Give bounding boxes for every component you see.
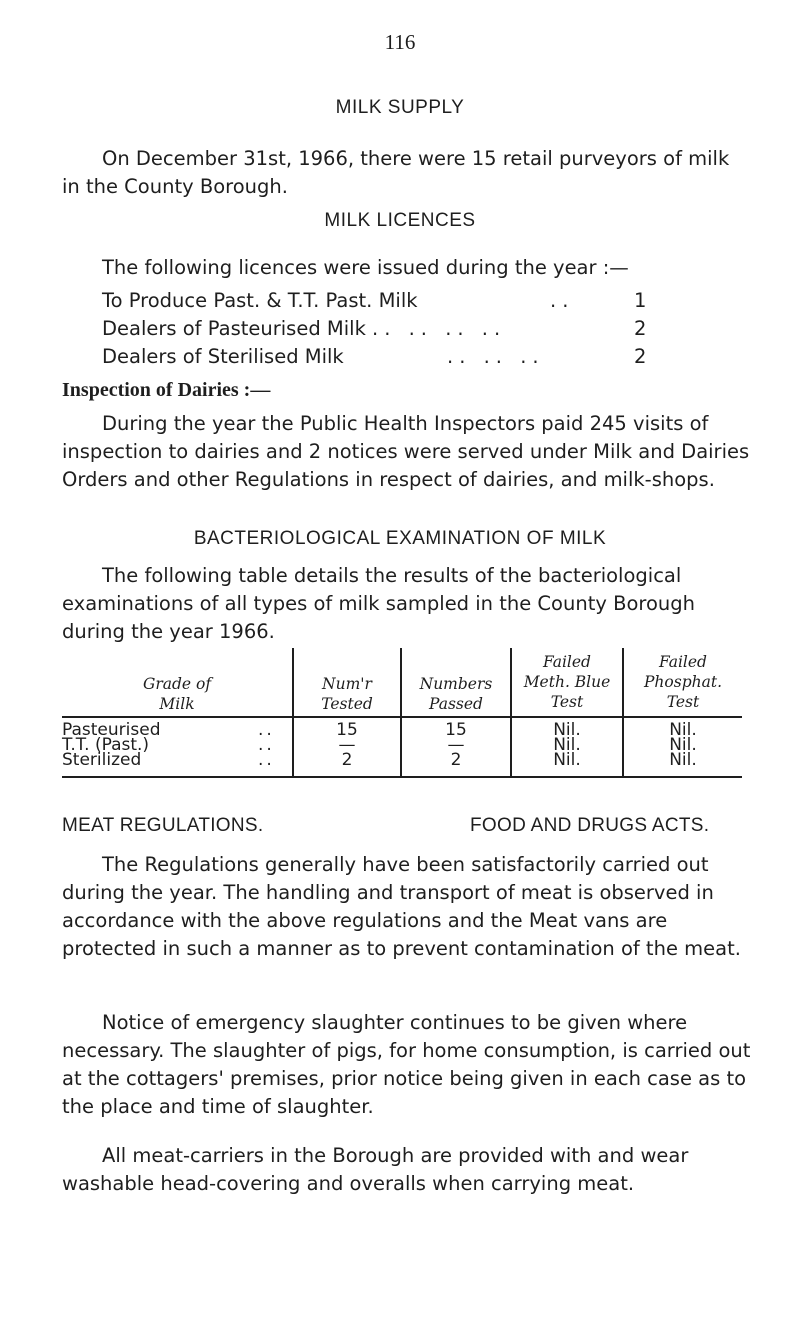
licence-dots: .. .. .. .. (372, 317, 507, 340)
cell-passed: 2 (450, 750, 462, 770)
cell-phosphat: Nil. (669, 750, 697, 770)
table-row (62, 770, 742, 796)
header-line: Numbers (419, 675, 493, 693)
bacteriological-text: The following table details the results of the bacteriological examinations of all types of milk sampled in the County Borough during the year 1966. (62, 564, 696, 643)
meat-paragraph: Notice of emergency slaughter continues to be given where necessary. The slaughter of pigs, for home consumption, is carried out at the cottagers' premises, prior notice being given in each case as to the place and time of slaughter. (62, 1011, 751, 1118)
cell-meth-blue: Nil. (553, 735, 581, 755)
header-grade (62, 674, 292, 714)
milk-supply-heading: MILK SUPPLY (335, 97, 465, 118)
row-grade: Sterilized (62, 750, 142, 770)
cell-passed: 15 (445, 720, 467, 740)
milk-licences-heading: MILK LICENCES (324, 210, 476, 231)
bacteriological-table (62, 648, 742, 778)
header-line: Test (550, 693, 584, 711)
meat-regulations-heading: MEAT REGULATIONS. (62, 815, 264, 836)
header-line: Passed (429, 695, 483, 713)
licence-label: To Produce Past. & T.T. Past. Milk (102, 289, 418, 312)
licence-label: Dealers of Sterilised Milk (102, 345, 344, 368)
meat-paragraph: All meat-carriers in the Borough are provided with and wear washable head-covering and overalls when carrying meat. (62, 1144, 689, 1195)
header-line: Milk (159, 695, 195, 713)
licence-dots: .. (550, 289, 575, 312)
licence-count: 2 (634, 345, 647, 368)
cell-phosphat: Nil. (669, 720, 697, 740)
header-tested (294, 674, 400, 714)
header-line: Test (666, 693, 700, 711)
row-dots: .. (258, 750, 275, 770)
inspection-text: During the year the Public Health Inspectors paid 245 visits of inspection to dairies and 2 notices were served under Milk and Dairies Orders and other Regulations in respect of dairies, and milk-shops. (62, 412, 750, 491)
header-passed (402, 674, 510, 714)
food-drugs-heading: FOOD AND DRUGS ACTS. (470, 815, 710, 836)
cell-tested: 2 (341, 750, 353, 770)
licence-dots: .. .. .. (447, 345, 545, 368)
cell-meth-blue: Nil. (553, 750, 581, 770)
page-number: 116 (384, 30, 416, 54)
milk-supply-intro: On December 31st, 1966, there were 15 retail purveyors of milk in the County Borough. (62, 147, 730, 198)
meat-paragraph: The Regulations generally have been satisfactorily carried out during the year. The handling and transport of meat is observed in accordance with the above regulations and the Meat vans are protected in such a manner as to prevent contamination of the meat. (62, 853, 741, 960)
row-grade: T.T. (Past.) (62, 735, 150, 755)
bacteriological-heading: BACTERIOLOGICAL EXAMINATION OF MILK (193, 528, 607, 549)
header-phosphat (624, 652, 742, 712)
licence-count: 1 (634, 289, 647, 312)
header-line: Grade of (142, 675, 212, 693)
header-line: Meth. Blue (523, 673, 611, 691)
cell-passed: — (447, 735, 465, 755)
inspection-heading: Inspection of Dairies :— (62, 379, 271, 401)
cell-meth-blue: Nil. (553, 720, 581, 740)
milk-licences-intro: The following licences were issued during the year :— (102, 256, 629, 279)
header-meth-blue (512, 652, 622, 712)
row-dots: .. (258, 735, 275, 755)
cell-tested: — (338, 735, 356, 755)
header-line: Failed (543, 653, 591, 671)
header-line: Phosphat. (644, 673, 722, 691)
row-dots: .. (258, 720, 275, 740)
cell-phosphat: Nil. (669, 735, 697, 755)
header-line: Num'r (322, 675, 372, 693)
licence-label: Dealers of Pasteurised Milk (102, 317, 366, 340)
row-grade: Pasteurised (62, 720, 161, 740)
cell-tested: 15 (336, 720, 358, 740)
header-line: Tested (321, 695, 373, 713)
header-line: Failed (659, 653, 707, 671)
licence-count: 2 (634, 317, 647, 340)
